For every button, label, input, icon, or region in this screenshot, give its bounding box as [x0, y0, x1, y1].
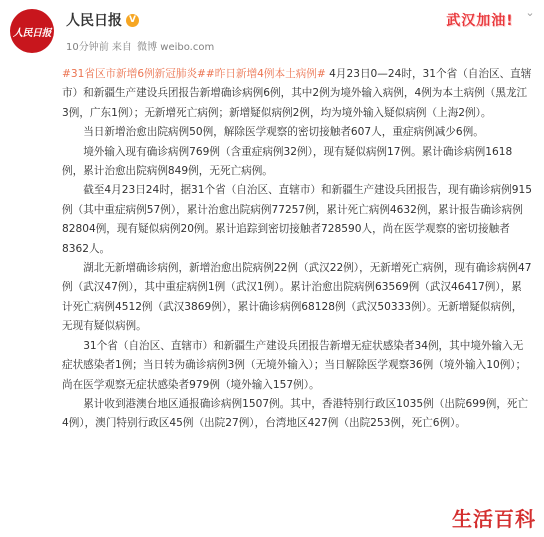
post-content — [62, 65, 532, 434]
verified-badge-icon: V — [126, 14, 139, 27]
post-paragraph: 湖北无新增确诊病例，新增治愈出院病例22例（武汉22例），无新增死亡病例，现有确诊病例47例（武汉47例），其中重症病例1例（武汉1例）。累计治愈出院病例63569例（武汉46417例），累计死亡病例4512例（武汉3869例），累计确诊病例68128例（武汉50333例）。无新增疑似病例，无现有疑似病例。 — [62, 262, 532, 333]
account-name[interactable]: 人民日报 — [66, 13, 122, 29]
post-paragraph: 境外输入现有确诊病例769例（含重症病例32例），现有疑似病例17例。累计确诊病例1618例，累计治愈出院病例849例，无死亡病例。 — [62, 145, 513, 178]
intro-text: 4月23日0—24时，31个省（自治区、直辖市）和新疆生产建设兵团报告新增确诊病例6例，其中2例为境外输入病例，4例为本土病例（黑龙江3例，广东1例）；无新增死亡病例；新增疑似病例2例，均为境外输入疑似病例（上海2例）。 — [62, 68, 532, 119]
source-link[interactable]: 微博 weibo.com — [137, 42, 215, 53]
post-paragraph: 当日新增治愈出院病例50例，解除医学观察的密切接触者607人，重症病例减少6例。 — [83, 126, 484, 139]
post-paragraph: 31个省（自治区、直辖市）和新疆生产建设兵团报告新增无症状感染者34例，其中境外输入无症状感染者1例；当日转为确诊病例3例（无境外输入）；当日解除医学观察36例（境外输入10例）；尚在医学观察无症状感染者979例（境外输入157例）。 — [62, 339, 527, 391]
post-paragraph: 截至4月23日24时，据31个省（自治区、直辖市）和新疆生产建设兵团报告，现有确诊病例915例（其中重症病例57例），累计治愈出院病例77257例，累计死亡病例4632例，累计报告确诊病例82804例，现有疑似病例20例。累计追踪到密切接触者728590人，尚在医学观察的密切接触者8362人。 — [62, 184, 532, 255]
chevron-down-icon[interactable]: ⌄ — [525, 6, 535, 19]
account-name-row — [66, 8, 139, 32]
avatar[interactable] — [10, 9, 54, 53]
post-intro — [62, 65, 532, 123]
source-prefix: 来自 — [111, 42, 132, 53]
post-meta — [66, 38, 214, 53]
hashtag-link[interactable]: #31省区市新增6例新冠肺炎# — [62, 68, 206, 80]
banner-text: 武汉加油! — [446, 13, 514, 29]
post-paragraph: 累计收到港澳台地区通报确诊病例1507例。其中，香港特别行政区1035例（出院699例，死亡4例），澳门特别行政区45例（出院27例），台湾地区427例（出院253例，死亡6例）。 — [62, 397, 529, 430]
hashtag-link[interactable]: #昨日新增4例本土病例# — [205, 68, 326, 80]
post-time[interactable]: 10分钟前 — [66, 42, 109, 53]
avatar-logo-text: 人民日报 — [13, 27, 51, 39]
watermark: 生活百科 — [452, 507, 536, 531]
wuhan-support-banner — [428, 3, 532, 37]
